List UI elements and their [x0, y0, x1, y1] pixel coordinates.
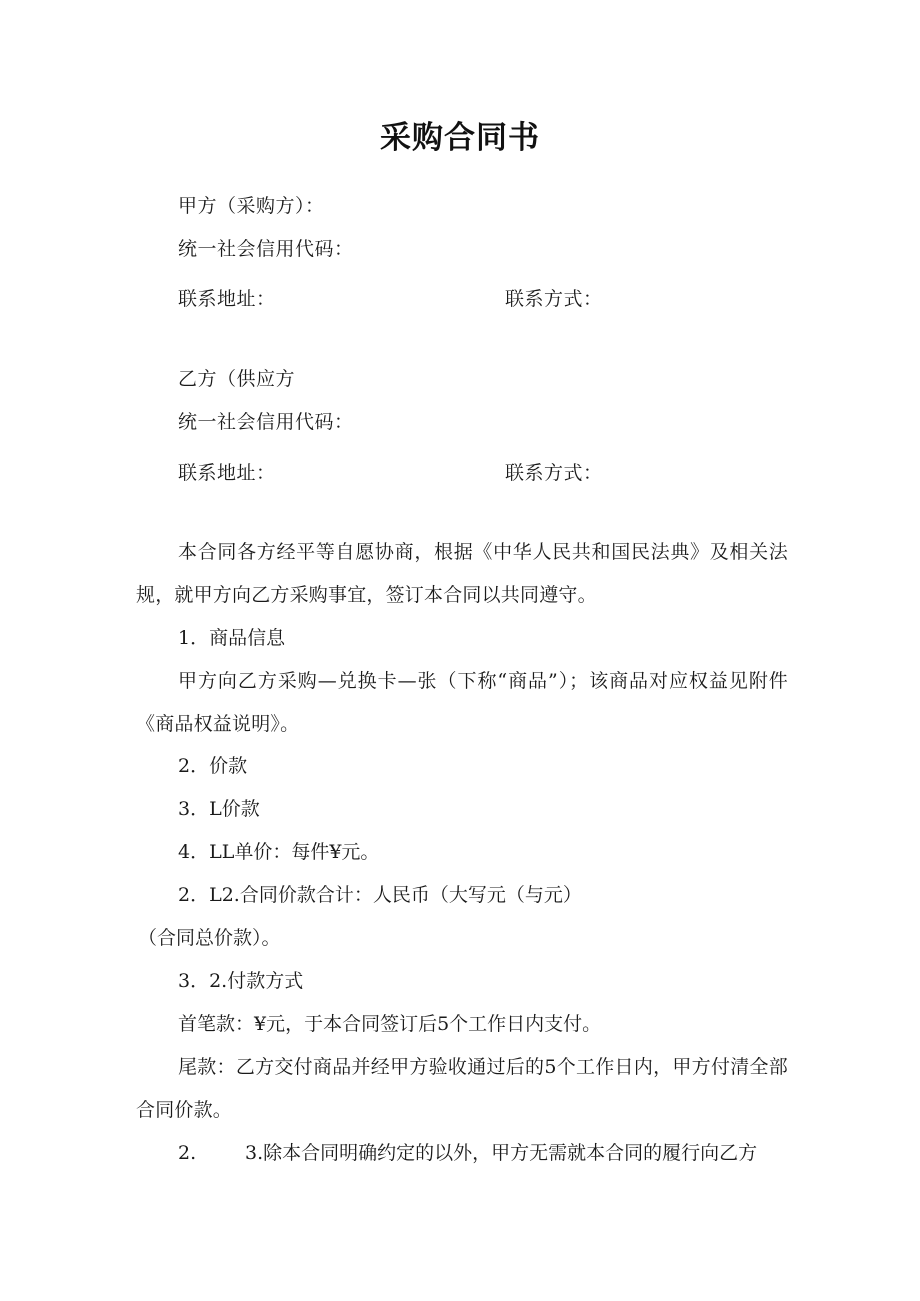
clause-number: 2. [178, 1142, 197, 1164]
party-a-credit-code-label: 统一社会信用代码： [178, 238, 354, 260]
total-price-line-2: （合同总价款）。 [138, 927, 281, 949]
party-a-address-label: 联系地址： [178, 288, 276, 310]
first-payment-line: 首笔款：¥元，于本合同签订后5个工作日内支付。 [178, 1013, 602, 1035]
clause-text: 3.除本合同明确约定的以外，甲方无需就本合同的履行向乙方 [245, 1142, 758, 1164]
payment-method-heading: 3．2.付款方式 [178, 970, 304, 992]
party-a-contact-label: 联系方式： [505, 288, 603, 310]
section-1-body: 甲方向乙方采购—兑换卡—张（下称“商品”）；该商品对应权益见附件《商品权益说明》。 [136, 670, 788, 735]
total-price-line-1: 2．L2.合同价款合计：人民币（大写元（与元） [178, 884, 582, 906]
party-b-credit-code-label: 统一社会信用代码： [178, 411, 354, 433]
party-b-contact-label: 联系方式： [505, 462, 603, 484]
party-b-heading: 乙方（供应方 [178, 368, 296, 390]
final-payment-paragraph: 尾款：乙方交付商品并经甲方验收通过后的5个工作日内，甲方付清全部合同价款。 [136, 1056, 788, 1121]
document-title: 采购合同书 [380, 120, 540, 156]
section-2-heading: 2．价款 [178, 755, 248, 777]
party-a-heading: 甲方（采购方）： [178, 195, 325, 217]
section-3-heading: 3．L价款 [178, 798, 260, 820]
section-1-heading: 1．商品信息 [178, 627, 286, 649]
unit-price-line: 4．LL单价：每件¥元。 [178, 841, 380, 863]
intro-paragraph: 本合同各方经平等自愿协商，根据《中华人民共和国民法典》及相关法规，就甲方向乙方采购事宜，签订本合同以共同遵守。 [136, 541, 788, 606]
party-b-address-label: 联系地址： [178, 462, 276, 484]
